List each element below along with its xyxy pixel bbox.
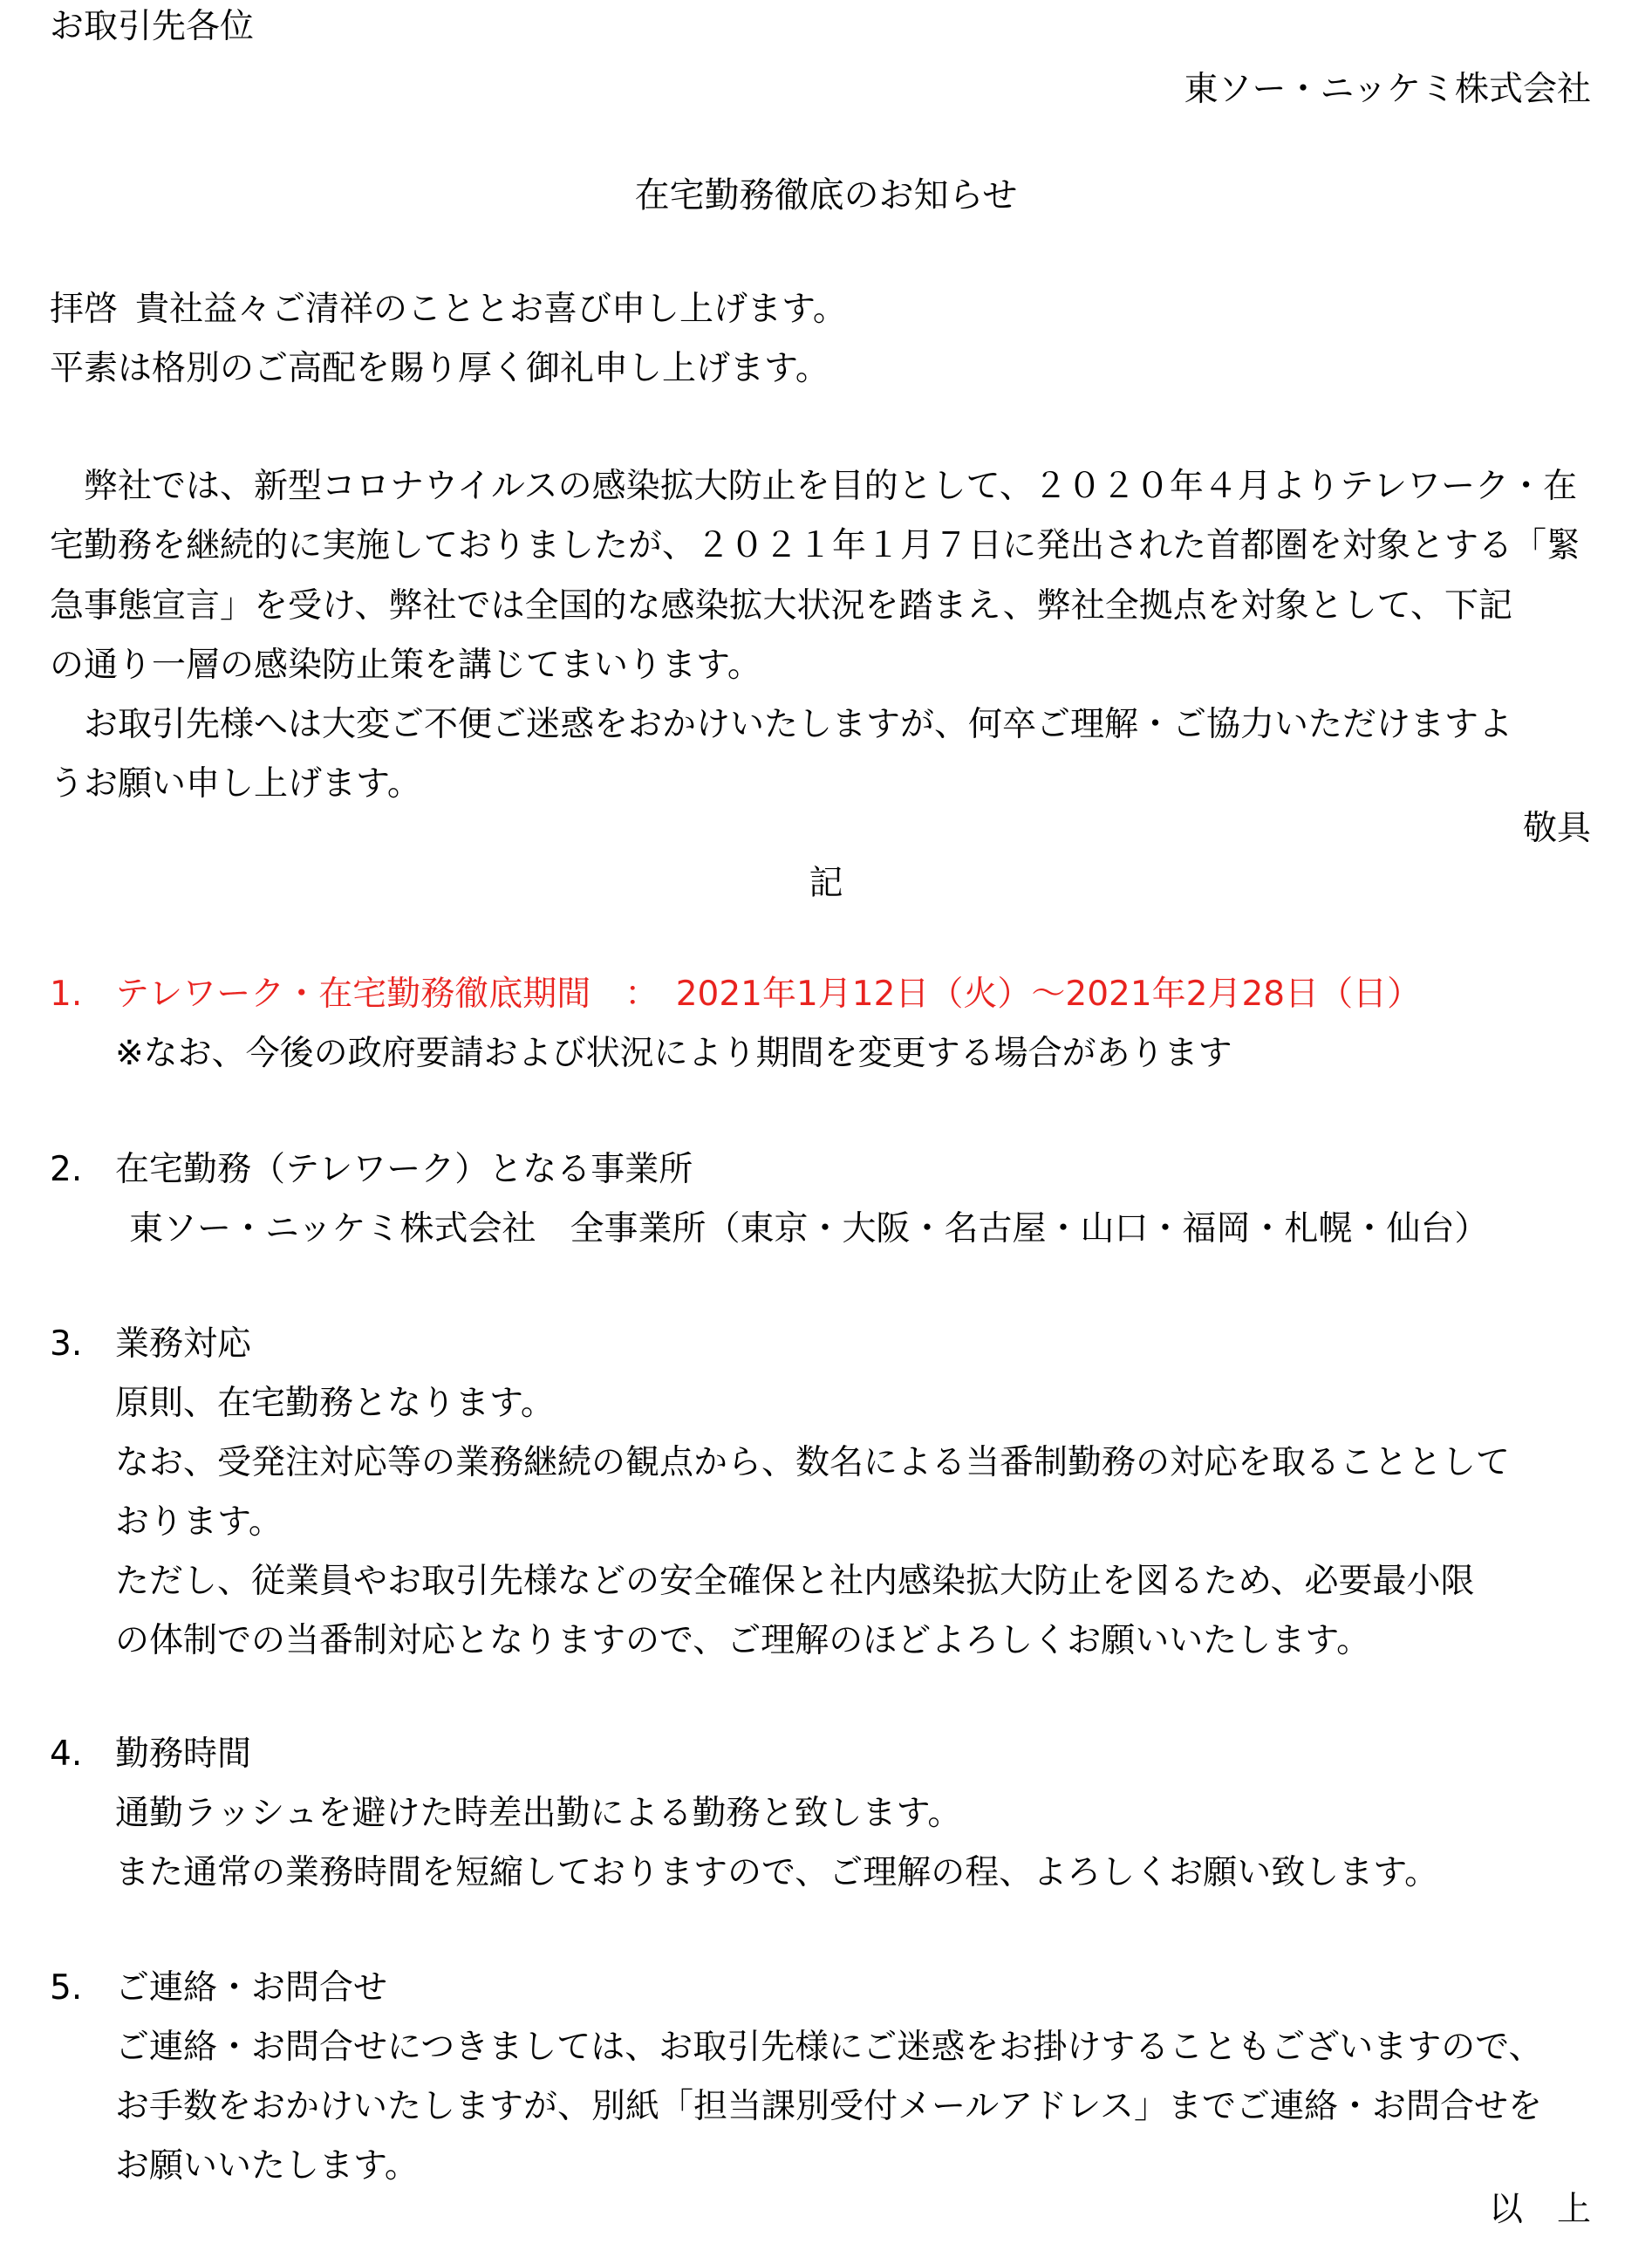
closing-keigu: 敬具 <box>1522 809 1591 848</box>
body-line: お取引先様へは大変ご不便ご迷惑をおかけいたしますが、何卒ご理解・ご協力いただけますよ <box>50 705 1513 744</box>
item-5-line: お手数をおかけいたしますが、別紙「担当課別受付メールアドレス」までご連絡・お問合せを <box>115 2087 1543 2126</box>
item-heading: ご連絡・お問合せ <box>115 1968 388 2008</box>
body-line: 急事態宣言」を受け、弊社では全国的な感染拡大状況を踏まえ、弊社全拠点を対象として、下記 <box>50 586 1513 626</box>
item-4-heading <box>50 1734 251 1775</box>
greeting-line-1 <box>50 290 847 331</box>
item-heading: 勤務時間 <box>115 1734 252 1774</box>
item-4-line: また通常の業務時間を短縮しておりますので、ご理解の程、よろしくお願い致します。 <box>115 1853 1439 1892</box>
body-line: 宅勤務を継続的に実施しておりましたが、２０２１年１月７日に発出された首都圏を対象とする「緊 <box>50 526 1581 565</box>
item-heading: 業務対応 <box>115 1324 252 1364</box>
page-title: 在宅勤務徹底のお知らせ <box>634 175 1018 216</box>
greeting-line-2: 平素は格別のご高配を賜り厚く御礼申し上げます。 <box>50 349 829 388</box>
closing-ijou: 以 上 <box>1488 2190 1591 2229</box>
item-2-line: 東ソー・ニッケミ株式会社 全事業所（東京・大阪・名古屋・山口・福岡・札幌・仙台） <box>129 1209 1489 1249</box>
sender-company: 東ソー・ニッケミ株式会社 <box>1184 70 1591 109</box>
item-5-line: ご連絡・お問合せにつきましては、お取引先様にご迷惑をお掛けすることもございますので、 <box>115 2028 1543 2067</box>
item-3-line: なお、受発注対応等の業務継続の観点から、数名による当番制勤務の対応を取ることとして <box>115 1443 1511 1482</box>
item-2-heading <box>50 1150 693 1191</box>
item-heading: テレワーク・在宅勤務徹底期間 ： 2021年1月12日（火）～2021年2月28日（日） <box>115 975 1422 1014</box>
item-number: 3. <box>50 1324 83 1364</box>
item-number: 5. <box>50 1968 83 2008</box>
body-line: うお願い申し上げます。 <box>50 764 421 804</box>
item-4-line: 通勤ラッシュを避けた時差出勤による勤務と致します。 <box>115 1794 962 1833</box>
item-3-line: おります。 <box>115 1502 283 1542</box>
item-5-line: お願いいたします。 <box>115 2146 419 2186</box>
item-1-line: ※なお、今後の政府要請および状況により期間を変更する場合があります <box>115 1034 1232 1073</box>
greeting-text: 貴社益々ご清祥のこととお喜び申し上げます。 <box>135 290 847 329</box>
item-3-heading <box>50 1324 251 1365</box>
item-3-line: ただし、従業員やお取引先様などの安全確保と社内感染拡大防止を図るため、必要最小限 <box>115 1562 1475 1601</box>
item-heading: 在宅勤務（テレワーク）となる事業所 <box>115 1150 693 1189</box>
body-line: の通り一層の感染防止策を講じてまいります。 <box>50 646 761 685</box>
greeting-haikei: 拝啓 <box>50 290 119 329</box>
item-number: 2. <box>50 1150 83 1189</box>
item-5-heading <box>50 1968 387 2009</box>
addressee: お取引先各位 <box>50 7 255 46</box>
item-1-heading <box>50 975 1421 1016</box>
body-line: 弊社では、新型コロナウイルスの感染拡大防止を目的として、２０２０年４月よりテレワーク・在 <box>50 467 1578 506</box>
item-number: 1. <box>50 975 83 1014</box>
item-number: 4. <box>50 1734 83 1774</box>
ki-label: 記 <box>809 864 843 903</box>
item-3-line: の体制での当番制対応となりますので、ご理解のほどよろしくお願いいたします。 <box>115 1621 1371 1660</box>
item-3-line: 原則、在宅勤務となります。 <box>115 1384 555 1423</box>
